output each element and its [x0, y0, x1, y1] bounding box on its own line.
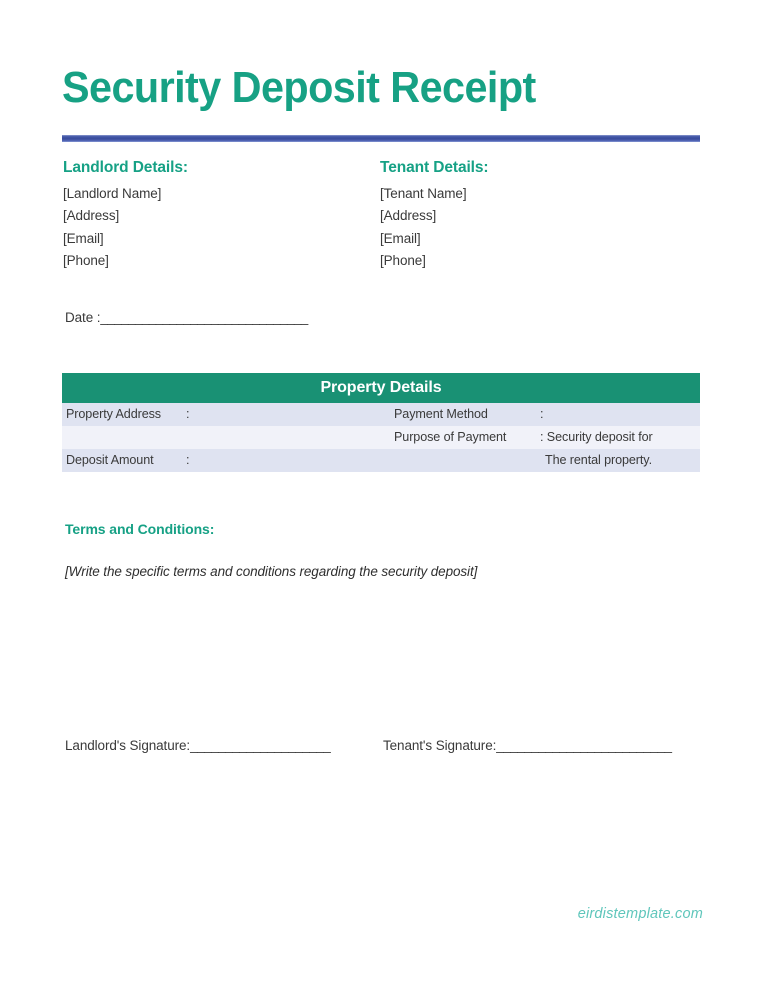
landlord-phone-field[interactable]: [Phone]: [63, 253, 109, 269]
table-row: [62, 449, 700, 472]
tenant-details-heading: Tenant Details:: [380, 159, 489, 176]
page-title: Security Deposit Receipt: [62, 63, 536, 112]
footer-watermark: eirdistemplate.com: [577, 906, 703, 922]
purpose-of-payment-label: Purpose of Payment: [394, 430, 507, 444]
tenant-signature-label: Tenant's Signature:: [383, 738, 497, 753]
purpose-of-payment-value-2: The rental property.: [545, 453, 652, 467]
landlord-details-heading: Landlord Details:: [63, 159, 188, 176]
landlord-details-block: [63, 158, 363, 273]
terms-and-conditions-input[interactable]: [Write the specific terms and conditions regarding the security deposit]: [65, 564, 478, 579]
landlord-address-field[interactable]: [Address]: [63, 208, 120, 224]
payment-method-label: Payment Method: [394, 407, 488, 421]
deposit-amount-colon: :: [186, 453, 190, 467]
tenant-details-block: [380, 158, 680, 273]
tenant-name-field[interactable]: [Tenant Name]: [380, 186, 467, 201]
terms-and-conditions-heading: Terms and Conditions:: [65, 521, 215, 537]
property-address-label: Property Address: [66, 407, 161, 421]
payment-method-colon: :: [540, 407, 544, 421]
property-details-table: [62, 373, 700, 472]
landlord-name-field[interactable]: [Landlord Name]: [63, 186, 162, 201]
tenant-phone-field[interactable]: [Phone]: [380, 253, 426, 269]
landlord-signature-field[interactable]: [65, 738, 330, 753]
property-address-colon: :: [186, 407, 190, 421]
table-row: [62, 403, 700, 426]
tenant-signature-rule[interactable]: _________________________: [496, 738, 672, 753]
property-details-table-header: Property Details: [62, 373, 700, 403]
purpose-of-payment-value: : Security deposit for: [540, 430, 653, 444]
tenant-email-field[interactable]: [Email]: [380, 230, 421, 246]
deposit-amount-label: Deposit Amount: [66, 453, 154, 467]
date-field-row: [65, 310, 308, 325]
landlord-email-field[interactable]: [Email]: [63, 230, 104, 246]
tenant-address-field[interactable]: [Address]: [380, 208, 437, 224]
tenant-signature-field[interactable]: [383, 738, 671, 753]
date-label: Date :: [65, 310, 101, 325]
header-divider: [62, 135, 700, 142]
table-row: [62, 426, 700, 449]
landlord-signature-label: Landlord's Signature:: [65, 738, 191, 753]
landlord-signature-rule[interactable]: ____________________: [190, 738, 331, 753]
date-input-rule[interactable]: ______________________________: [100, 310, 308, 325]
